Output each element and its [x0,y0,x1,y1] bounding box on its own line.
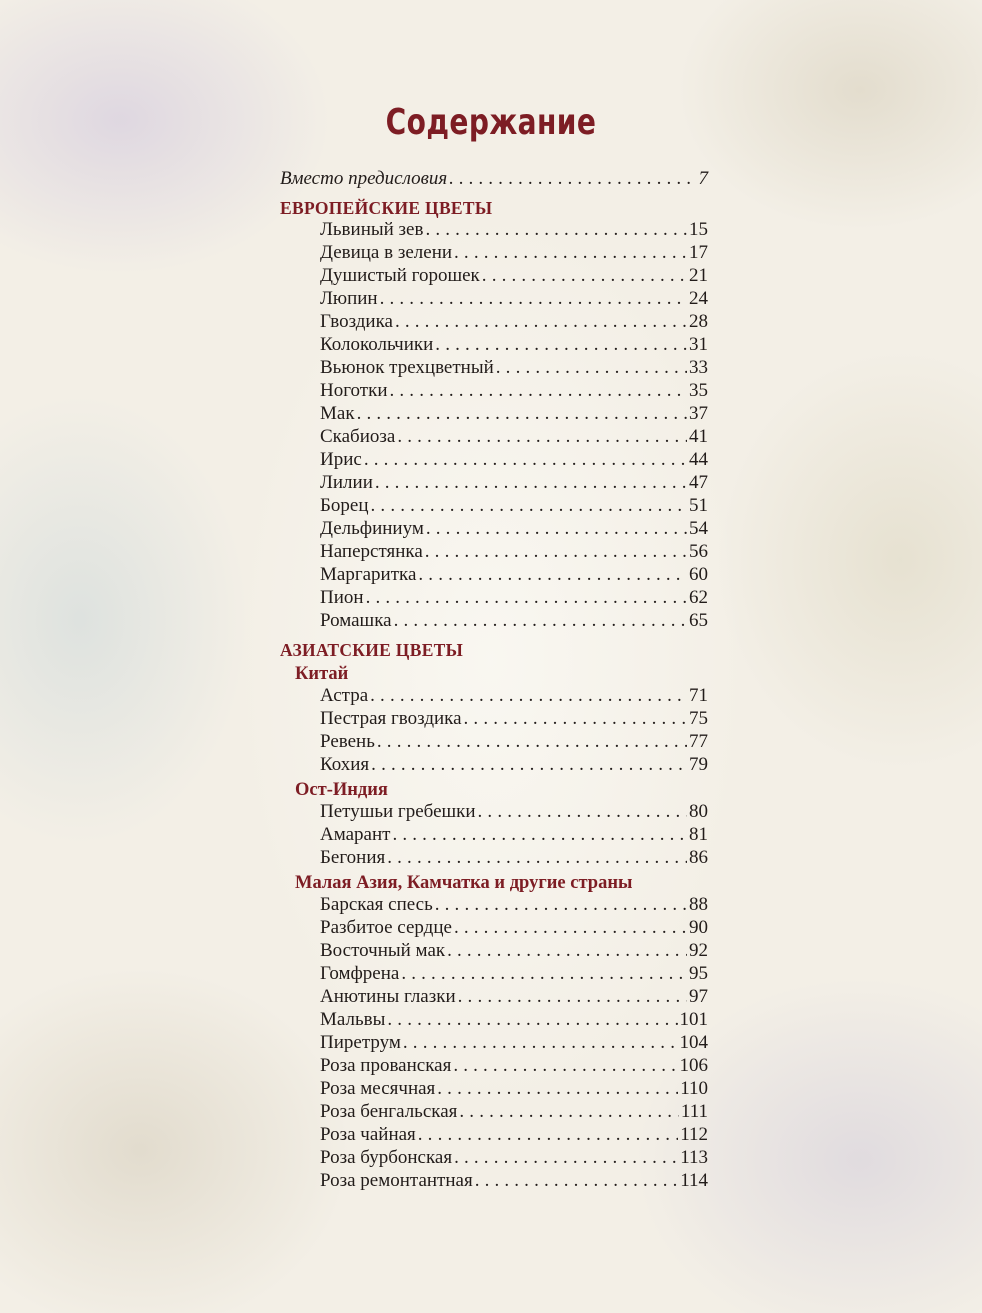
toc-entry[interactable] [280,708,708,731]
toc-entry[interactable] [280,1055,708,1078]
toc-entry[interactable] [280,288,708,311]
dot-leader [478,801,687,823]
dot-leader [458,986,687,1008]
toc-entry[interactable] [280,894,708,917]
dot-leader [459,1101,679,1123]
toc-entry-label: Пестрая гвоздика [320,708,462,729]
toc-entry[interactable] [280,685,708,708]
dot-leader [371,495,687,517]
toc-entry-label: Восточный мак [320,940,446,961]
toc-entry[interactable] [280,1147,708,1170]
dot-leader [392,824,687,846]
dot-leader [390,380,688,402]
toc-entry-page: 56 [689,541,708,562]
toc-entry-page: 65 [689,610,708,631]
toc-entry-label: Люпин [320,288,378,309]
toc-entry-label: Барская спесь [320,894,433,915]
region-heading: Малая Азия, Камчатка и другие страны [295,873,633,893]
toc-entry-label: Роза ремонтантная [320,1170,473,1191]
toc-entry-intro[interactable] [280,168,708,191]
toc-entry[interactable] [280,380,708,403]
dot-leader [371,754,687,776]
toc-entry-label: Астра [320,685,369,706]
dot-leader [482,265,687,287]
dot-leader [357,403,687,425]
toc-entry-label: Гомфрена [320,963,400,984]
toc-entry-page: 113 [680,1147,708,1168]
toc-entry[interactable] [280,824,708,847]
toc-entry-page: 114 [680,1170,708,1191]
toc-entry-page: 47 [689,472,708,493]
dot-leader [449,168,696,190]
toc-entry-page: 88 [689,894,708,915]
toc-entry-label: Роза бенгальская [320,1101,458,1122]
toc-entry-page: 97 [689,986,708,1007]
toc-entry-label: Наперстянка [320,541,423,562]
toc-entry[interactable] [280,963,708,986]
toc-entry-page: 92 [689,940,708,961]
dot-leader [454,1147,678,1169]
toc-entry[interactable] [280,334,708,357]
toc-entry-page: 77 [689,731,708,752]
toc-entry-label: Мальвы [320,1009,386,1030]
toc-entry-page: 60 [689,564,708,585]
toc-entry-label: Пиретрум [320,1032,401,1053]
toc-entry[interactable] [280,403,708,426]
toc-entry-page: 17 [689,242,708,263]
toc-entry-label: Лилии [320,472,373,493]
toc-entry-label: Ноготки [320,380,388,401]
toc-entry-page: 95 [689,963,708,984]
toc-entry-label: Анютины глазки [320,986,456,1007]
dot-leader [453,1055,677,1077]
toc-entry[interactable] [280,801,708,824]
toc-entry-label: Львиный зев [320,219,424,240]
dot-leader [454,242,687,264]
toc-entry[interactable] [280,265,708,288]
toc-entry-page: 112 [680,1124,708,1145]
toc-entry-page: 28 [689,311,708,332]
toc-entry[interactable] [280,587,708,610]
toc-entry-page: 51 [689,495,708,516]
toc-entry-label: Разбитое сердце [320,917,452,938]
dot-leader [403,1032,678,1054]
toc-entry-label: Амарант [320,824,391,845]
toc-entry-page: 15 [689,219,708,240]
toc-entry-page: 111 [680,1101,708,1122]
table-of-contents [280,168,708,1193]
dot-leader [375,472,687,494]
dot-leader [418,564,687,586]
toc-entry[interactable] [280,1032,708,1055]
dot-leader [364,449,687,471]
toc-entry-label: Роза чайная [320,1124,416,1145]
toc-entry-label: Мак [320,403,355,424]
toc-entry[interactable] [280,917,708,940]
dot-leader [447,940,687,962]
toc-entry-page: 54 [689,518,708,539]
toc-entry-label: Вместо предисловия [280,168,448,189]
toc-entry[interactable] [280,449,708,472]
dot-leader [418,1124,678,1146]
dot-leader [387,847,687,869]
toc-entry[interactable] [280,472,708,495]
toc-entry-page: 71 [689,685,708,706]
toc-entry-label: Вьюнок трехцветный [320,357,494,378]
toc-entry[interactable] [280,426,708,449]
toc-entry-label: Ирис [320,449,362,470]
toc-entry[interactable] [280,495,708,518]
toc-entry[interactable] [280,1101,708,1124]
section-heading: ЕВРОПЕЙСКИЕ ЦВЕТЫ [280,198,493,218]
toc-entry-page: 35 [689,380,708,401]
toc-entry-label: Петушьи гребешки [320,801,476,822]
toc-entry-label: Девица в зелени [320,242,453,263]
toc-entry-page: 31 [689,334,708,355]
dot-leader [425,219,687,241]
dot-leader [496,357,687,379]
toc-entry-page: 7 [698,168,708,189]
dot-leader [475,1170,679,1192]
page-title: Содержание [385,102,597,143]
dot-leader [435,894,687,916]
toc-entry-label: Душистый горошек [320,265,480,286]
dot-leader [377,731,687,753]
toc-entry-page: 44 [689,449,708,470]
toc-entry-page: 21 [689,265,708,286]
dot-leader [397,426,687,448]
toc-entry-label: Роза месячная [320,1078,436,1099]
toc-entry-page: 80 [689,801,708,822]
toc-entry-label: Ромашка [320,610,392,631]
toc-entry[interactable] [280,357,708,380]
toc-entry[interactable] [280,1124,708,1147]
toc-entry-label: Скабиоза [320,426,396,447]
toc-entry-label: Кохия [320,754,370,775]
toc-entry-label: Гвоздика [320,311,393,332]
dot-leader [435,334,687,356]
toc-entry-page: 104 [679,1032,708,1053]
toc-entry-page: 106 [679,1055,708,1076]
toc-body [280,195,708,1193]
toc-entry[interactable] [280,242,708,265]
toc-entry-page: 75 [689,708,708,729]
dot-leader [454,917,687,939]
toc-entry[interactable] [280,847,708,870]
region-heading: Китай [295,664,349,684]
toc-entry-page: 24 [689,288,708,309]
toc-entry-label: Маргаритка [320,564,417,585]
toc-entry-page: 62 [689,587,708,608]
toc-entry[interactable] [280,1170,708,1193]
toc-entry[interactable] [280,1078,708,1101]
dot-leader [366,587,687,609]
section-heading: АЗИАТСКИЕ ЦВЕТЫ [280,640,464,660]
toc-entry-page: 37 [689,403,708,424]
toc-entry[interactable] [280,986,708,1009]
toc-entry-page: 79 [689,754,708,775]
dot-leader [380,288,687,310]
toc-entry-page: 90 [689,917,708,938]
dot-leader [425,541,687,563]
toc-entry-page: 41 [689,426,708,447]
toc-entry[interactable] [280,610,708,633]
toc-entry-page: 110 [680,1078,708,1099]
toc-entry[interactable] [280,564,708,587]
dot-leader [401,963,687,985]
toc-entry-label: Бегония [320,847,386,868]
dot-leader [437,1078,678,1100]
toc-entry-page: 101 [679,1009,708,1030]
dot-leader [394,610,687,632]
dot-leader [426,518,687,540]
toc-entry[interactable] [280,940,708,963]
toc-entry-label: Пион [320,587,364,608]
toc-entry[interactable] [280,518,708,541]
toc-entry-label: Ревень [320,731,375,752]
toc-entry-page: 81 [689,824,708,845]
dot-leader [387,1009,677,1031]
toc-entry[interactable] [280,1009,708,1032]
toc-entry-label: Колокольчики [320,334,434,355]
toc-entry-label: Дельфиниум [320,518,424,539]
toc-entry[interactable] [280,541,708,564]
region-heading: Ост-Индия [295,780,388,800]
toc-entry[interactable] [280,219,708,242]
toc-entry-page: 33 [689,357,708,378]
toc-entry[interactable] [280,731,708,754]
toc-entry[interactable] [280,311,708,334]
toc-entry-label: Роза прованская [320,1055,452,1076]
dot-leader [464,708,687,730]
dot-leader [395,311,687,333]
dot-leader [370,685,687,707]
toc-entry[interactable] [280,754,708,777]
toc-entry-label: Борец [320,495,369,516]
toc-entry-page: 86 [689,847,708,868]
toc-entry-label: Роза бурбонская [320,1147,453,1168]
